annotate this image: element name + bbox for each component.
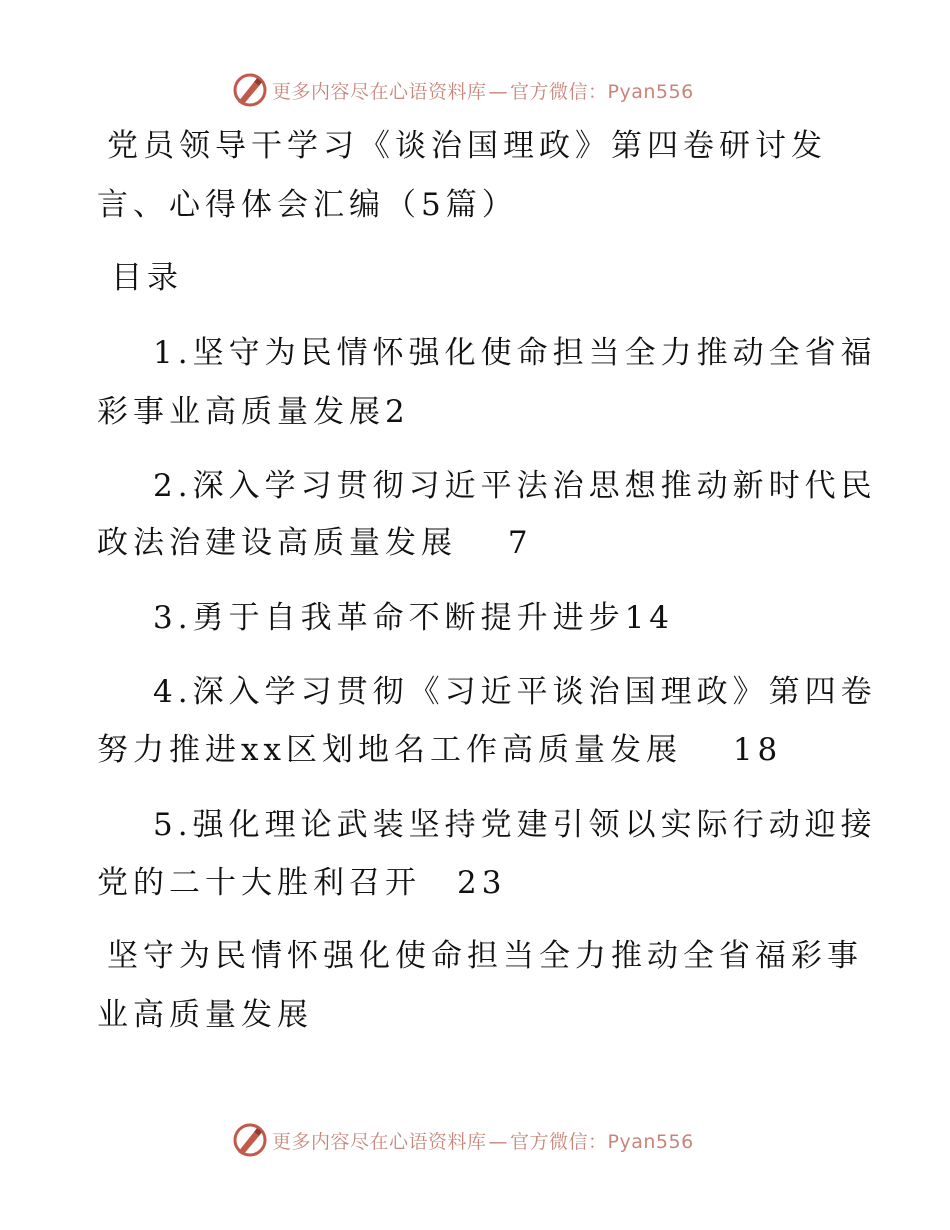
toc-item-1[interactable]: 1.坚守为民情怀强化使命担当全力推动全省福 (153, 335, 877, 371)
footer-watermark (232, 1120, 694, 1160)
toc-heading: 目录 (111, 260, 183, 296)
watermark-text: 更多内容尽在心语资料库 — 官方微信：Pyan556 (272, 80, 694, 103)
toc-item-5[interactable]: 5.强化理论武装坚持党建引领以实际行动迎接 (153, 807, 877, 843)
section-heading-line-2: 业高质量发展 (97, 997, 313, 1033)
document-title-line-2: 言、心得体会汇编（5篇） (97, 187, 518, 223)
watermark-text: 更多内容尽在心语资料库 — 官方微信：Pyan556 (272, 1130, 694, 1153)
pen-logo-icon (232, 72, 268, 108)
toc-item-2-continued[interactable]: 政法治建设高质量发展 7 (97, 525, 533, 561)
toc-item-4[interactable]: 4.深入学习贯彻《习近平谈治国理政》第四卷 (153, 674, 877, 710)
toc-item-4-continued[interactable]: 努力推进xx区划地名工作高质量发展 18 (97, 732, 783, 768)
toc-item-5-continued[interactable]: 党的二十大胜利召开 23 (97, 865, 507, 901)
toc-item-1-continued[interactable]: 彩事业高质量发展2 (97, 394, 410, 430)
toc-item-3[interactable]: 3.勇于自我革命不断提升进步14 (153, 600, 675, 636)
pen-logo-icon (232, 1122, 268, 1158)
toc-item-2[interactable]: 2.深入学习贯彻习近平法治思想推动新时代民 (153, 468, 877, 504)
section-heading-line-1: 坚守为民情怀强化使命担当全力推动全省福彩事 (107, 938, 863, 974)
document-title-line-1: 党员领导干学习《谈治国理政》第四卷研讨发 (107, 128, 827, 164)
header-watermark (232, 70, 694, 110)
